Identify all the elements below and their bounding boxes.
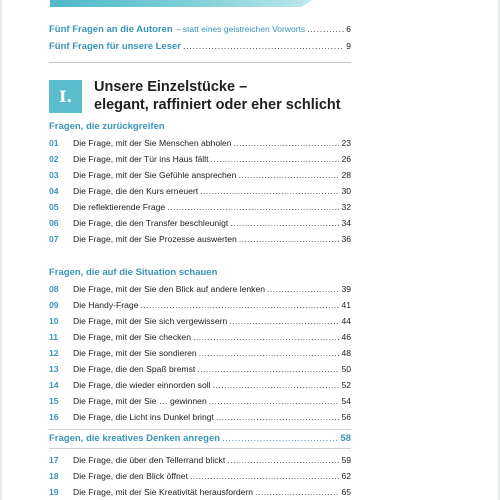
entry-page: 44	[341, 316, 351, 326]
spacer	[49, 247, 351, 265]
dot-leader	[307, 24, 344, 35]
dot-leader	[216, 409, 340, 425]
document-page	[2, 0, 498, 500]
entry-title: Die Handy-Frage	[73, 300, 139, 310]
entry-number: 13	[49, 364, 59, 374]
entry-title: Die reflektierende Frage	[73, 202, 166, 212]
entry-number: 18	[49, 471, 59, 481]
entry-title: Die Frage, mit der Sie checken	[73, 332, 191, 342]
entry-title: Die Frage, die den Transfer beschleunigt	[73, 218, 229, 228]
dot-leader	[239, 231, 340, 247]
entry-title: Die Frage, die über den Tellerrand blickt	[73, 455, 226, 465]
toc-entry[interactable]	[49, 167, 351, 183]
toc-entry[interactable]	[49, 468, 351, 484]
entry-title: Die Frage, die den Blick öffnet	[73, 471, 188, 481]
dot-leader	[230, 215, 339, 231]
chapter-title-line-1: Unsere Einzelstücke –	[94, 79, 248, 95]
toc-entry[interactable]	[49, 199, 351, 215]
entry-page: 26	[341, 154, 351, 164]
entry-page: 30	[341, 186, 351, 196]
intro-entries	[49, 24, 351, 58]
toc-entry[interactable]	[49, 151, 351, 167]
chapter-title	[94, 78, 341, 114]
entry-page: 36	[341, 234, 351, 244]
entry-page: 23	[341, 138, 351, 148]
entry-page: 34	[341, 218, 351, 228]
toc-entry[interactable]	[49, 297, 351, 313]
entry-page: 32	[341, 202, 351, 212]
entry-page: 62	[341, 471, 351, 481]
entry-page: 41	[341, 300, 351, 310]
entry-number: 08	[49, 284, 59, 294]
divider	[49, 448, 351, 449]
entry-title: Die Frage, mit der Sie Menschen abholen	[73, 138, 232, 148]
entry-number: 03	[49, 170, 59, 180]
dot-leader	[167, 199, 339, 215]
entry-page: 50	[341, 364, 351, 374]
toc-entry[interactable]	[49, 231, 351, 247]
entry-number: 06	[49, 218, 59, 228]
entry-page: 52	[341, 380, 351, 390]
entry-page: 56	[341, 412, 351, 422]
dot-leader	[234, 135, 340, 151]
toc-entry[interactable]	[49, 361, 351, 377]
dot-leader	[190, 468, 339, 484]
intro-entry-title: Fünf Fragen an die Autoren	[49, 24, 173, 35]
section-heading: Fragen, die zurückgreifen	[49, 121, 165, 132]
entry-title: Die Frage, die den Spaß bremst	[73, 364, 196, 374]
entry-title: Die Frage, mit der Sie sondieren	[73, 348, 197, 358]
entry-title: Die Frage, mit der Tür ins Haus fällt	[73, 154, 209, 164]
entry-page: 54	[341, 396, 351, 406]
section-heading: Fragen, die kreatives Denken anregen	[49, 433, 221, 444]
entry-number: 07	[49, 234, 59, 244]
dot-leader	[255, 484, 339, 500]
entry-number: 05	[49, 202, 59, 212]
intro-entry-page: 6	[346, 24, 351, 34]
entry-page: 48	[341, 348, 351, 358]
toc-entry[interactable]	[49, 215, 351, 231]
chapter-title-line-2: elegant, raffiniert oder eher schlicht	[94, 97, 341, 113]
dot-leader	[210, 151, 339, 167]
entry-number: 17	[49, 455, 59, 465]
dot-leader	[238, 167, 339, 183]
entry-page: 59	[341, 455, 351, 465]
dot-leader	[183, 41, 344, 52]
toc-entry[interactable]	[49, 183, 351, 199]
entry-page: 65	[341, 487, 351, 497]
dot-leader	[222, 431, 338, 447]
entry-number: 02	[49, 154, 59, 164]
dot-leader	[213, 377, 340, 393]
intro-entry[interactable]	[49, 24, 351, 41]
dot-leader	[227, 452, 339, 468]
dot-leader	[197, 361, 339, 377]
entry-page: 46	[341, 332, 351, 342]
entry-title: Die Frage, die wieder einnorden soll	[73, 380, 211, 390]
dot-leader	[140, 297, 339, 313]
dot-leader	[200, 183, 339, 199]
toc-entry[interactable]	[49, 135, 351, 151]
dot-leader	[199, 345, 340, 361]
entry-title: Die Frage, die den Kurs erneuert	[73, 186, 199, 196]
chapter-number-badge: I.	[49, 80, 82, 113]
intro-entry-page: 9	[346, 41, 351, 51]
entry-number: 10	[49, 316, 59, 326]
section-page: 58	[340, 433, 351, 444]
toc-entry[interactable]	[49, 484, 351, 500]
toc-entry[interactable]	[49, 281, 351, 297]
dot-leader	[193, 329, 339, 345]
toc-entry[interactable]	[49, 452, 351, 468]
dot-leader	[209, 393, 340, 409]
entry-title: Die Frage, die Licht ins Dunkel bringt	[73, 412, 214, 422]
intro-entry[interactable]	[49, 41, 351, 58]
entry-number: 19	[49, 487, 59, 497]
section-heading-row[interactable]	[49, 431, 351, 447]
entry-title: Die Frage, mit der Sie Kreativität herausfordern	[73, 487, 254, 497]
entry-number: 16	[49, 412, 59, 422]
toc-entry[interactable]	[49, 409, 351, 425]
entry-number: 09	[49, 300, 59, 310]
divider	[49, 429, 351, 430]
toc-entry[interactable]	[49, 329, 351, 345]
intro-entry-title: Fünf Fragen für unsere Leser	[49, 41, 181, 52]
entry-number: 14	[49, 380, 59, 390]
entry-page: 28	[341, 170, 351, 180]
entry-title: Die Frage, mit der Sie … gewinnen	[73, 396, 207, 406]
entry-title: Die Frage, mit der Sie sich vergewissern	[73, 316, 228, 326]
table-of-contents	[49, 119, 351, 500]
entry-title: Die Frage, mit der Sie den Blick auf andere lenken	[73, 284, 266, 294]
entry-title: Die Frage, mit der Sie Gefühle ansprechen	[73, 170, 237, 180]
entry-page: 39	[341, 284, 351, 294]
entry-number: 01	[49, 138, 59, 148]
entry-title: Die Frage, mit der Sie Prozesse auswerten	[73, 234, 237, 244]
toc-entry[interactable]	[49, 393, 351, 409]
entry-number: 04	[49, 186, 59, 196]
dot-leader	[229, 313, 339, 329]
entry-number: 12	[49, 348, 59, 358]
divider	[49, 62, 351, 63]
entry-number: 11	[49, 332, 59, 342]
toc-entry[interactable]	[49, 313, 351, 329]
decorative-top-bar	[50, 0, 312, 7]
toc-entry[interactable]	[49, 377, 351, 393]
intro-entry-subtitle: – statt eines geistreichen Vorworts	[175, 24, 306, 34]
dot-leader	[267, 281, 339, 297]
toc-entry[interactable]	[49, 345, 351, 361]
section-heading: Fragen, die auf die Situation schauen	[49, 267, 218, 278]
entry-number: 15	[49, 396, 59, 406]
